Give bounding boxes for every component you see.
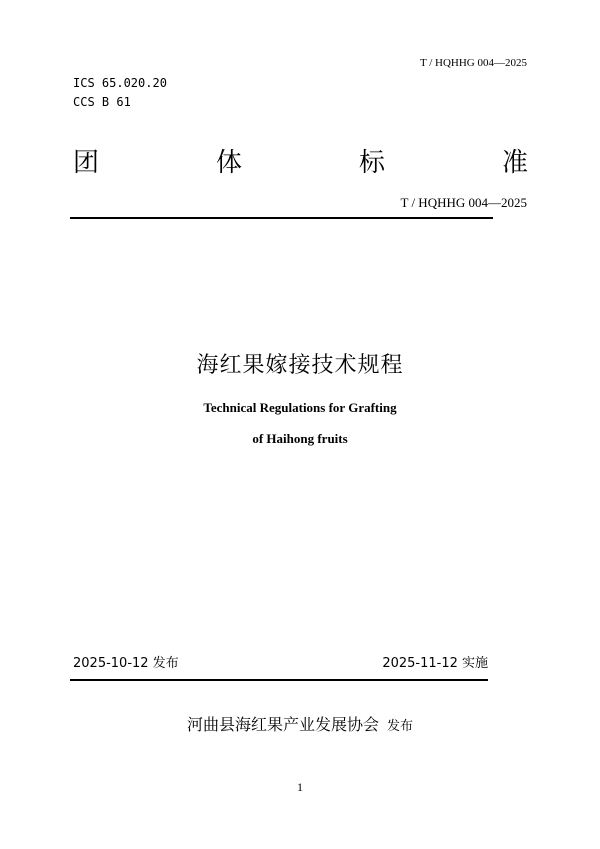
publish-date: 2025-10-12 发布 — [73, 656, 179, 671]
standard-type-char: 标 — [358, 148, 385, 178]
effective-date: 2025-11-12 实施 — [382, 656, 488, 671]
ccs-code: CCS B 61 — [73, 95, 131, 109]
standard-type-char: 准 — [501, 148, 528, 178]
standard-type-heading — [73, 145, 528, 181]
header-standard-code: T / HQHHG 004—2025 — [419, 57, 527, 69]
issuer-line — [0, 712, 600, 735]
title-english-line2: of Haihong fruits — [252, 431, 348, 446]
standard-type-char: 体 — [215, 148, 242, 178]
page-number: 1 — [297, 780, 303, 794]
ics-code: ICS 65.020.20 — [73, 76, 167, 90]
issuer-name: 河曲县海红果产业发展协会 — [186, 715, 379, 734]
title-chinese: 海红果嫁接技术规程 — [196, 353, 404, 378]
title-english-line1: Technical Regulations for Grafting — [203, 400, 397, 415]
standard-code: T / HQHHG 004—2025 — [400, 195, 527, 210]
bottom-divider — [70, 679, 488, 681]
issuer-suffix: 发布 — [387, 719, 414, 734]
classification-block — [73, 74, 167, 112]
standard-type-char: 团 — [73, 148, 100, 178]
top-divider — [70, 217, 493, 219]
